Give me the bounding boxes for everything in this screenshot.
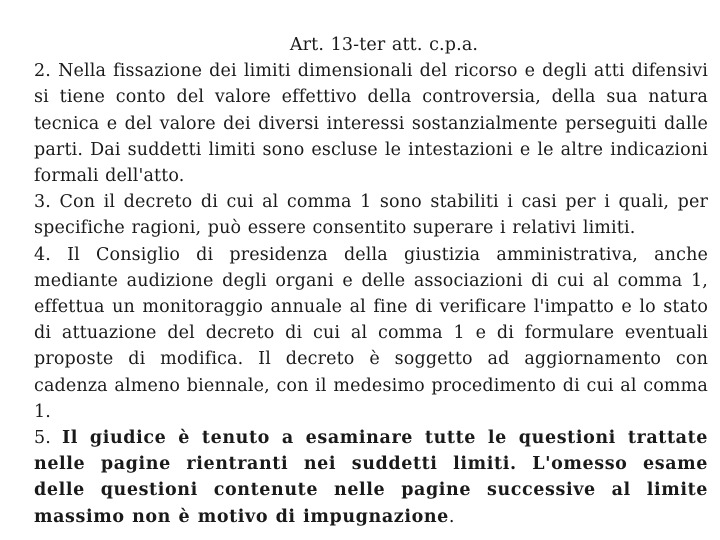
paragraph-number: 5. <box>34 428 51 449</box>
paragraph-text: Il Consiglio di presidenza della giustizia amministrativa, anche mediante audizione degli organi e delle associazioni di cui al comma 1, effettua un monitoraggio annuale al fine di verificare l'impatto e lo stato di attuazione del decreto di cui al comma 1 e di formulare eventuali proposte di modifica. Il decreto è soggetto ad aggiornamento con cadenza almeno biennale, con il medesimo procedimento di cui al comma 1. <box>34 244 708 422</box>
paragraph-4 <box>34 242 708 425</box>
paragraph-bold-text: Il giudice è tenuto a esaminare tutte le questioni trattate nelle pagine rientranti nei suddetti limiti. L'omesso esame delle questioni contenute nelle pagine successive al limite massimo non è motivo di impugnazione <box>34 428 709 527</box>
document-page <box>34 32 708 530</box>
paragraph-text: Nella fissazione dei limiti dimensionali del ricorso e degli atti difensivi si tiene conto del valore effettivo della controversia, della sua natura tecnica e del valore dei diversi interessi sostanzialmente perseguiti dalle parti. Dai suddetti limiti sono escluse le intestazioni e le altre indicazioni formali dell'atto. <box>34 61 708 187</box>
paragraph-number: 3. <box>34 192 51 213</box>
paragraph-number: 2. <box>34 61 51 82</box>
paragraph-text: Con il decreto di cui al comma 1 sono stabiliti i casi per i quali, per specifiche ragioni, può essere consentito superare i relativi limiti. <box>34 192 709 239</box>
paragraph-trailing: . <box>448 506 455 527</box>
paragraph-5 <box>34 425 708 530</box>
paragraph-3 <box>34 189 708 241</box>
paragraph-number: 4. <box>34 244 51 265</box>
article-title: Art. 13-ter att. c.p.a. <box>289 35 479 55</box>
paragraph-2 <box>34 58 708 189</box>
